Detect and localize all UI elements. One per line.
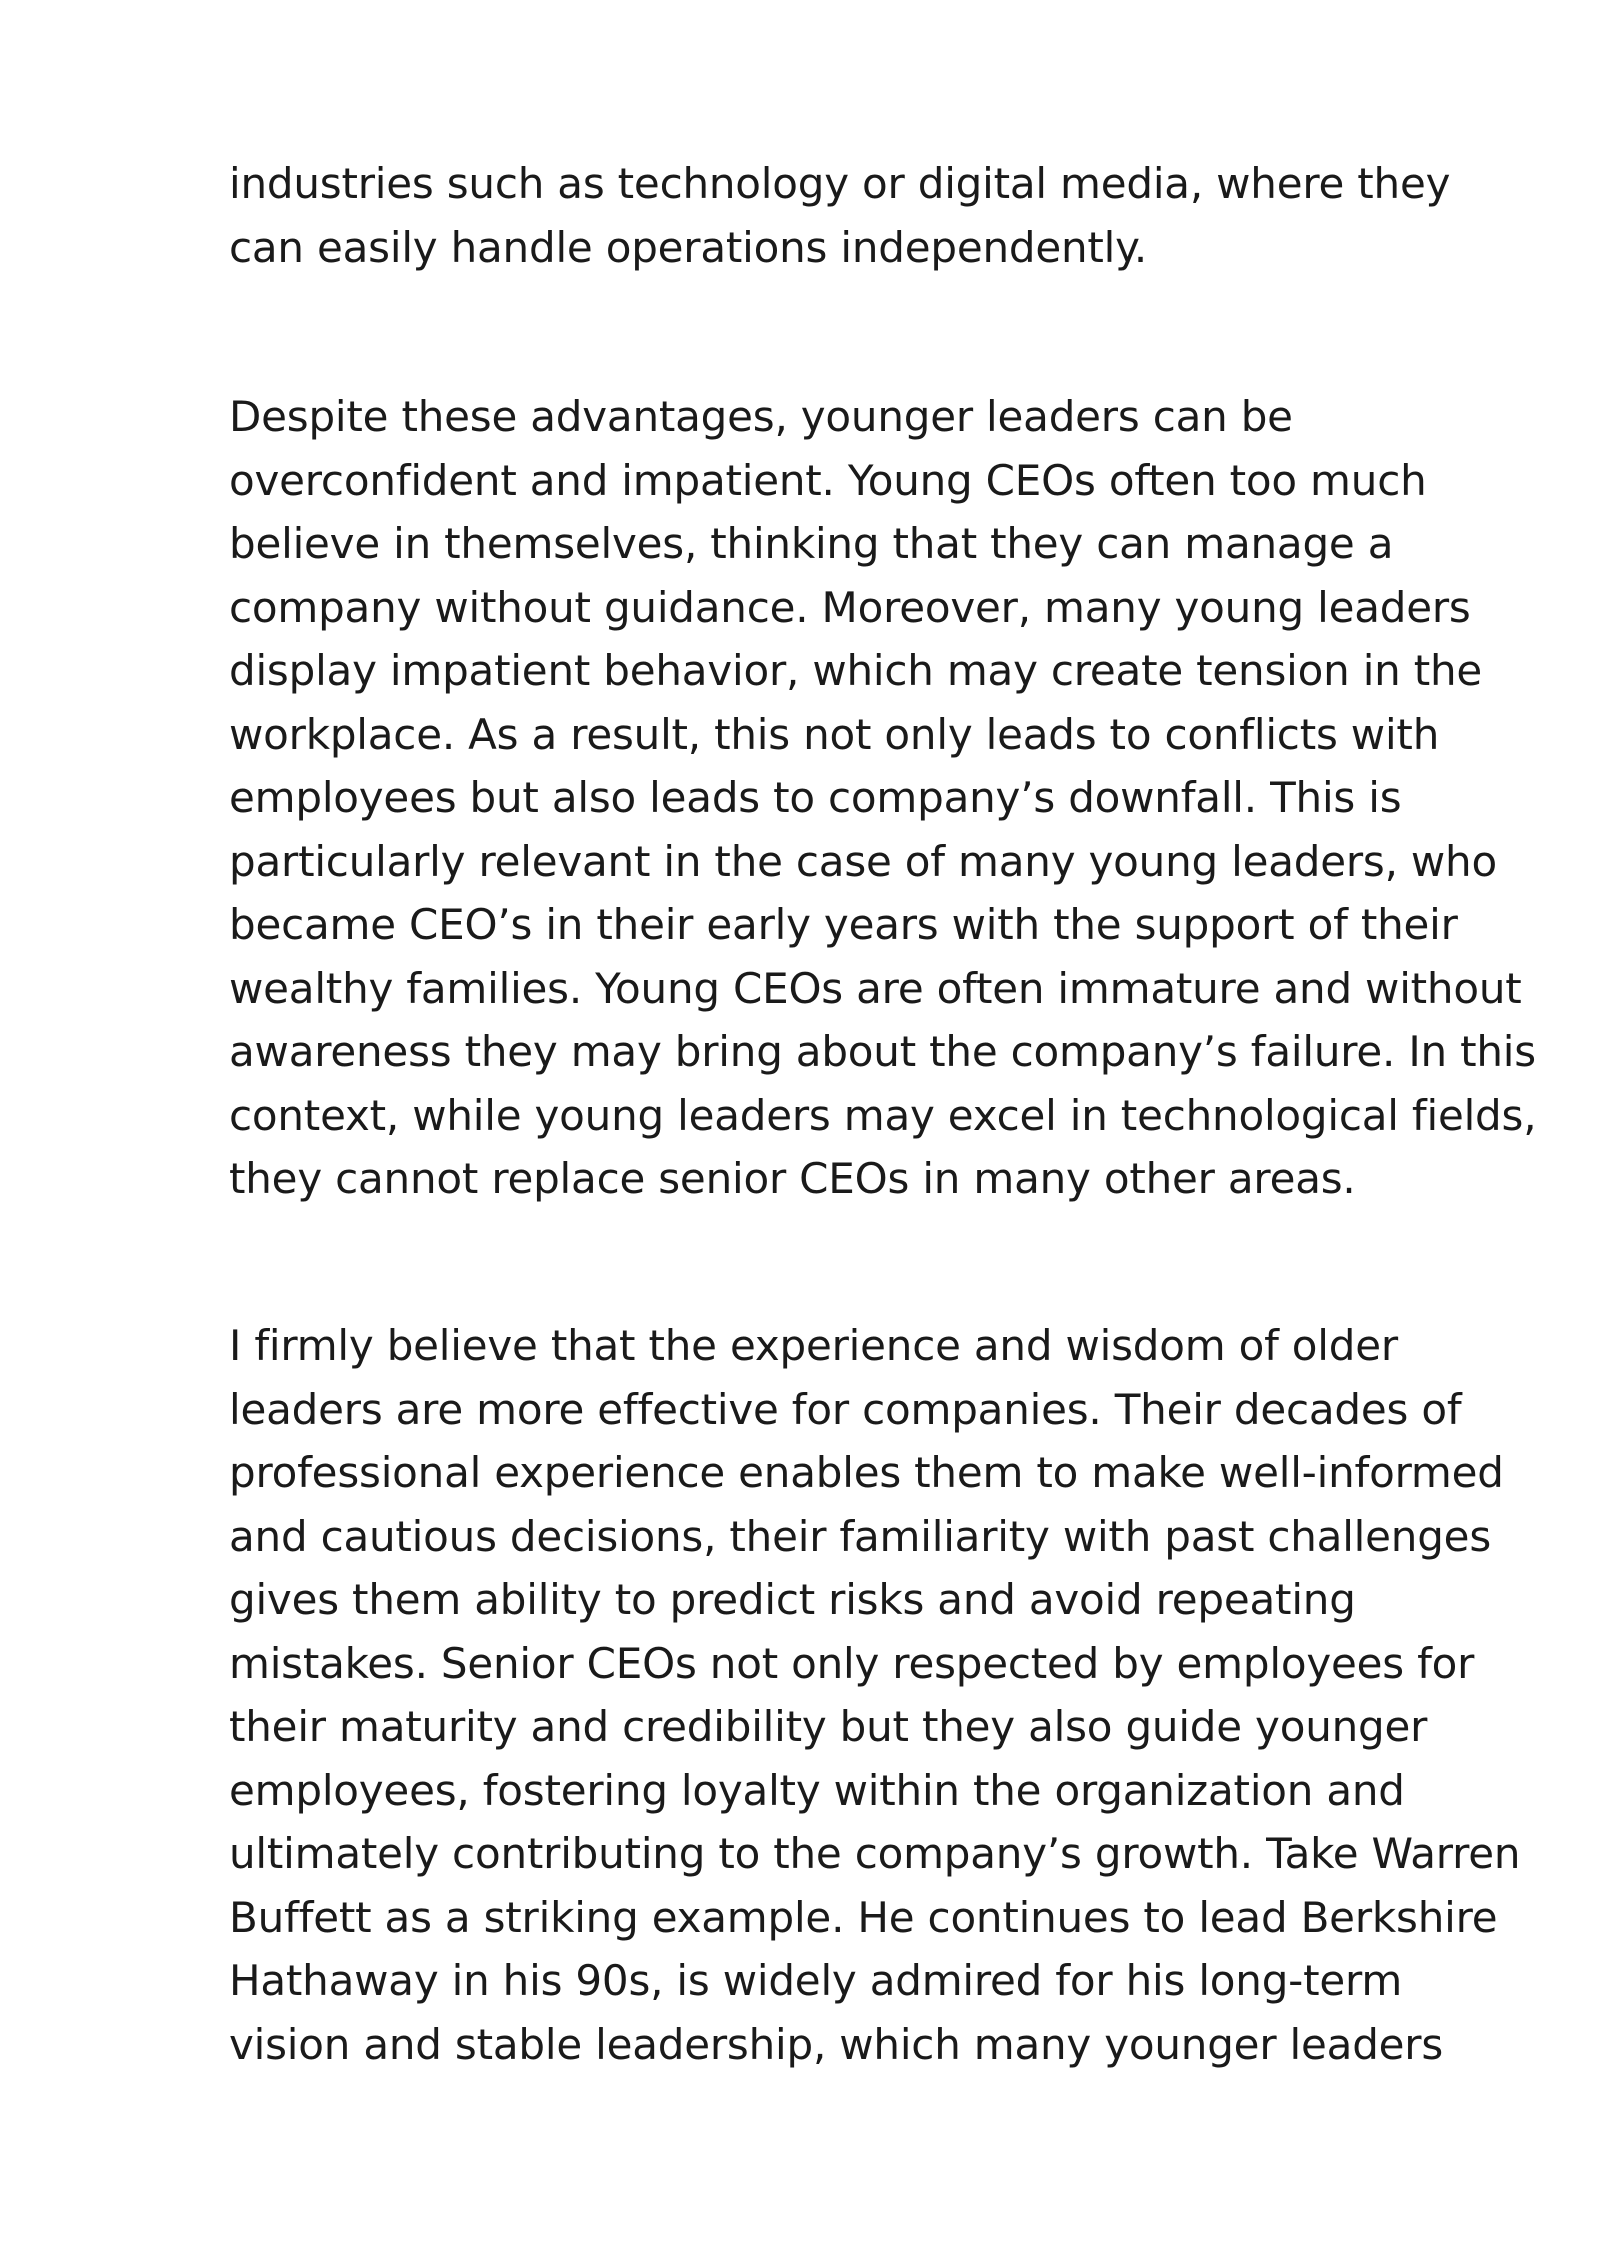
text-line: display impatient behavior, which may create tension in the bbox=[229, 646, 1483, 695]
text-line: gives them ability to predict risks and avoid repeating bbox=[229, 1575, 1356, 1624]
text-line: and cautious decisions, their familiarity with past challenges bbox=[229, 1511, 1491, 1561]
text-line: context, while young leaders may excel in technological fields, bbox=[229, 1090, 1537, 1140]
text-line: mistakes. Senior CEOs not only respected by employees for bbox=[229, 1638, 1475, 1688]
text-line: believe in themselves, thinking that they can manage a bbox=[229, 519, 1394, 568]
text-line: workplace. As a result, this not only leads to conflicts with bbox=[229, 709, 1440, 759]
text-line: awareness they may bring about the company’s failure. In this bbox=[229, 1027, 1536, 1076]
text-line: became CEO’s in their early years with the support of their bbox=[229, 900, 1458, 949]
text-line: vision and stable leadership, which many younger leaders bbox=[229, 2019, 1444, 2069]
paragraph-1 bbox=[229, 152, 1529, 279]
text-line: wealthy families. Young CEOs are often immature and without bbox=[229, 963, 1522, 1013]
text-line: company without guidance. Moreover, many young leaders bbox=[229, 582, 1471, 632]
text-line: can easily handle operations independently. bbox=[229, 222, 1147, 272]
text-line: ultimately contributing to the company’s growth. Take Warren bbox=[229, 1829, 1521, 1878]
text-line: leaders are more effective for companies. Their decades of bbox=[229, 1384, 1462, 1434]
text-line: Buffett as a striking example. He continues to lead Berkshire bbox=[229, 1892, 1498, 1942]
text-line: they cannot replace senior CEOs in many other areas. bbox=[229, 1154, 1356, 1203]
text-line: employees but also leads to company’s downfall. This is bbox=[229, 773, 1402, 822]
paragraph-3 bbox=[229, 1314, 1529, 2076]
text-line: industries such as technology or digital media, where they bbox=[229, 159, 1451, 208]
text-line: professional experience enables them to make well-informed bbox=[229, 1448, 1504, 1497]
text-line: Hathaway in his 90s, is widely admired for his long-term bbox=[229, 1956, 1403, 2005]
text-line: overconfident and impatient. Young CEOs often too much bbox=[229, 455, 1427, 505]
text-line: I firmly believe that the experience and wisdom of older bbox=[229, 1321, 1398, 1370]
text-line: employees, fostering loyalty within the organization and bbox=[229, 1765, 1405, 1815]
text-line: Despite these advantages, younger leaders can be bbox=[229, 392, 1293, 441]
paragraph-2 bbox=[229, 385, 1537, 1211]
text-line: their maturity and credibility but they also guide younger bbox=[229, 1702, 1428, 1751]
text-line: particularly relevant in the case of many young leaders, who bbox=[229, 836, 1497, 886]
